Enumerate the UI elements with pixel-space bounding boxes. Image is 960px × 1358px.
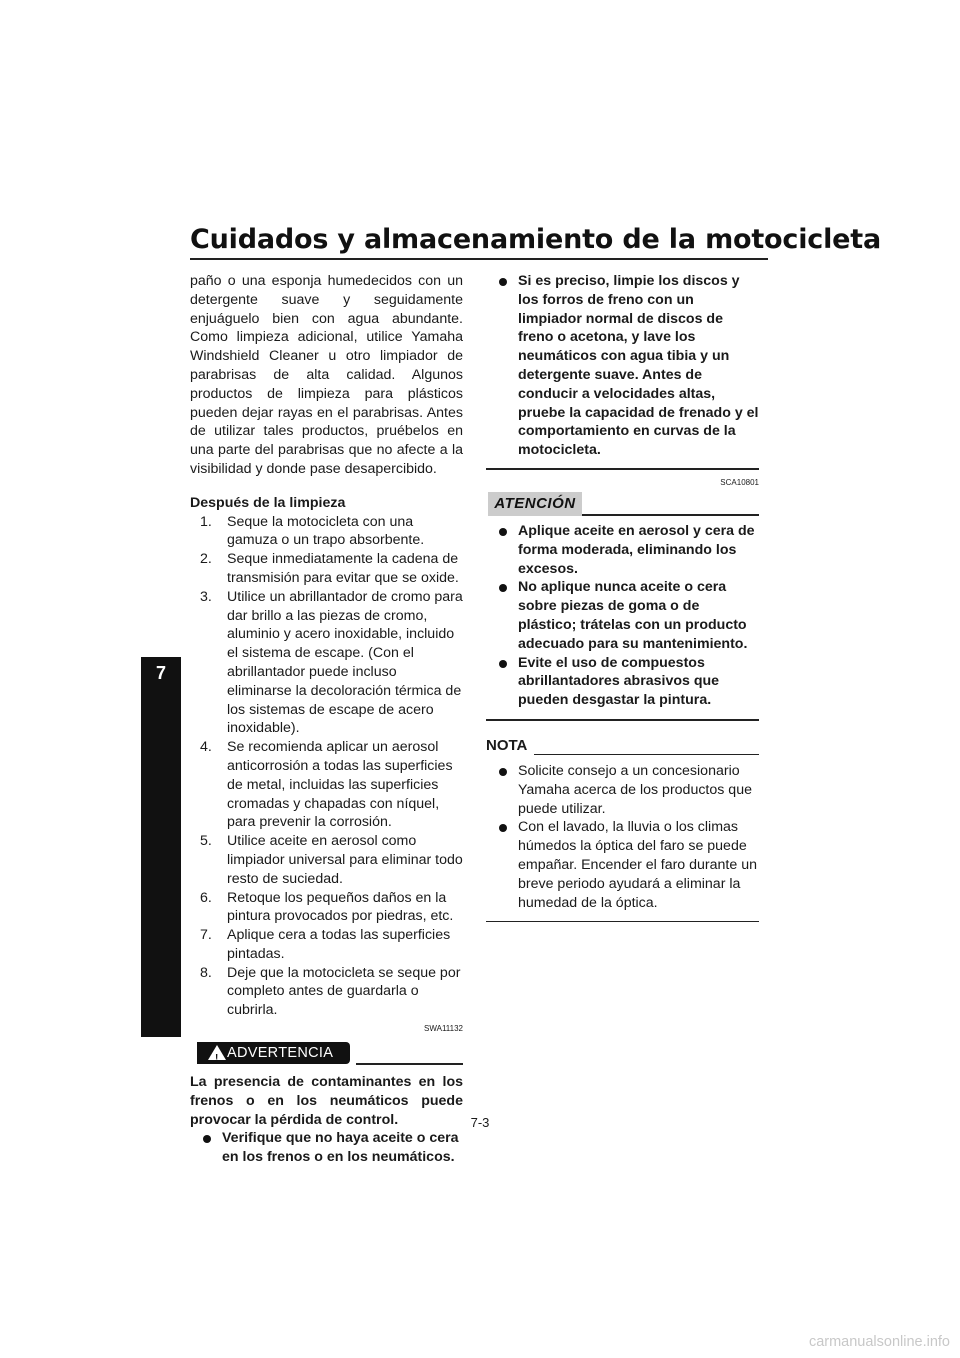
bullet-icon — [499, 584, 507, 592]
warning-label: ADVERTENCIA — [227, 1045, 334, 1062]
step-text: Utilice un abrillantador de cromo para dar brillo a las piezas de cromo, aluminio y acero inoxidable, incluido el sistema de escape. (Con el abrillantador puede incluso eliminarse la decoloración térmica de los sistemas de escape de acero inoxidable). — [227, 588, 463, 737]
step-number: 2. — [200, 551, 212, 568]
step-text: Deje que la motocicleta se seque por completo antes de guardarla o cubrirla. — [227, 964, 461, 1019]
page-title: Cuidados y almacenamiento de la motocicleta — [190, 224, 881, 255]
list-item: Verifique que no haya aceite o cera en los frenos o en los neumáticos. — [190, 1129, 463, 1167]
list-item — [200, 513, 463, 551]
step-text: Retoque los pequeños daños en la pintura provocados por piedras, etc. — [227, 889, 454, 925]
step-number: 3. — [200, 588, 212, 605]
warning-badge — [197, 1042, 350, 1064]
step-text: Aplique cera a todas las superficies pintadas. — [227, 927, 451, 962]
caution-rule — [582, 514, 759, 516]
step-number: 7. — [200, 927, 212, 944]
bullet-icon — [499, 528, 507, 536]
page-number: 7-3 — [470, 1115, 490, 1130]
warning-bullets — [190, 1129, 463, 1167]
list-item — [200, 550, 463, 588]
list-item: Si es preciso, limpie los discos y los forros de freno con un limpiador normal de discos de freno o acetona, y lave los neumáticos con agua tibia y un detergente suave. Antes de conducir a velocidades altas, pruebe la capacidad de frenado y el comportamiento en curvas de la motocicleta. — [486, 272, 759, 460]
list-item — [200, 832, 463, 888]
warning-header — [190, 1038, 463, 1064]
left-column — [190, 272, 463, 1167]
list-item: Evite el uso de compuestos abrillantadores abrasivos que pueden desgastar la pintura. — [486, 654, 759, 710]
caution-bullets — [486, 522, 759, 710]
warning-body — [190, 1073, 463, 1167]
warning-code: SWA11132 — [424, 1024, 463, 1034]
warning-end-rule — [486, 468, 759, 470]
list-item — [200, 964, 463, 1020]
list-item — [200, 889, 463, 927]
list-item — [200, 738, 463, 832]
warning-text: La presencia de contaminantes en los frenos o en los neumáticos puede provocar la pérdida de control. — [190, 1074, 463, 1128]
step-number: 8. — [200, 964, 212, 981]
chapter-tab: 7 — [141, 657, 181, 1037]
list-item: Solicite consejo a un concesionario Yamaha acerca de los productos que puede utilizar. — [486, 762, 759, 818]
step-number: 4. — [200, 739, 212, 756]
caution-header — [486, 488, 759, 518]
step-number: 6. — [200, 889, 212, 906]
step-number: 1. — [200, 513, 212, 530]
bullet-icon — [499, 660, 507, 668]
step-text: Seque la motocicleta con una gamuza o un trapo absorbente. — [227, 513, 425, 549]
list-item — [200, 926, 463, 964]
warning-triangle-icon: ! — [208, 1045, 226, 1060]
list-item: Aplique aceite en aerosol y cera de forma moderada, eliminando los excesos. — [486, 522, 759, 578]
cleaning-steps-list — [190, 513, 463, 1021]
caution-code: SCA10801 — [720, 477, 759, 487]
bullet-icon — [203, 1135, 211, 1143]
list-item — [200, 588, 463, 738]
list-item: No aplique nunca aceite o cera sobre piezas de goma o de plástico; trátelas con un producto adecuado para su mantenimiento. — [486, 578, 759, 653]
bullet-icon — [499, 768, 507, 776]
step-number: 5. — [200, 833, 212, 850]
intro-paragraph: paño o una esponja humedecidos con un detergente suave y seguidamente enjuáguelo bien con agua abundante. Como limpieza adicional, utilice Yamaha Windshield Cleaner u otro limpiador de parabrisas de alta calidad. Algunos productos de limpieza para plásticos pueden dejar rayas en el parabrisas. Antes de utilizar tales productos, pruébelos en una parte del parabrisas que no afecte a la visibilidad y donde pase desapercibido. — [190, 273, 463, 477]
warning-rule — [356, 1063, 463, 1065]
watermark: carmanualsonline.info — [808, 1334, 950, 1350]
note-rule — [534, 754, 759, 755]
after-cleaning-heading: Después de la limpieza — [190, 494, 346, 511]
note-label: NOTA — [486, 736, 528, 754]
step-text: Seque inmediatamente la cadena de transmisión para evitar que se oxide. — [227, 551, 459, 586]
bullet-icon — [499, 278, 507, 286]
note-header — [486, 735, 759, 759]
caution-badge: ATENCIÓN — [488, 492, 582, 516]
step-text: Se recomienda aplicar un aerosol anticorrosión a todas las superficies de metal, incluidas las superficies cromadas y chapadas con níquel, para prevenir la corrosión. — [227, 739, 453, 831]
note-end-rule — [486, 921, 759, 922]
step-text: Utilice aceite en aerosol como limpiador universal para eliminar todo resto de suciedad. — [227, 833, 463, 887]
caution-end-rule — [486, 719, 759, 721]
bullet-icon — [499, 824, 507, 832]
list-item: Con el lavado, la lluvia o los climas húmedos la óptica del faro se puede empañar. Encender el faro durante un breve periodo ayudará a eliminar la humedad de la óptica. — [486, 818, 759, 912]
right-column — [486, 272, 759, 922]
warning-bullets-continued — [486, 272, 759, 460]
note-bullets — [486, 762, 759, 912]
title-rule — [190, 258, 768, 260]
